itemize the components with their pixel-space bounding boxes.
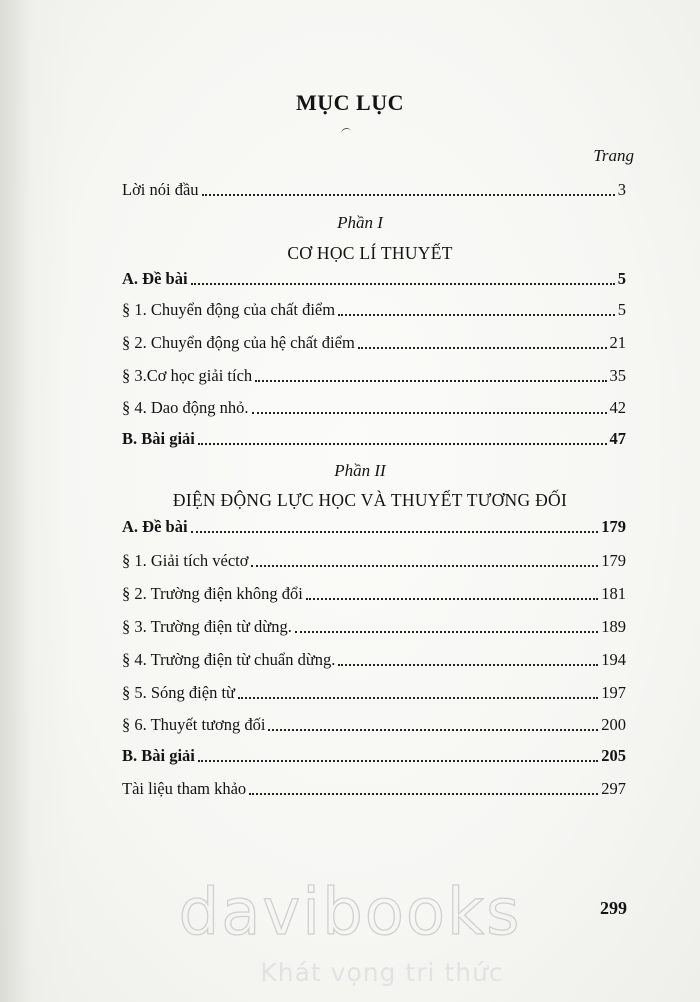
toc-entry-label: § 4. Dao động nhỏ. (122, 398, 249, 417)
part-title-1: CƠ HỌC LÍ THUYẾT (287, 243, 453, 263)
toc-entry-page: 179 (601, 517, 626, 536)
toc-entry-label: § 2. Chuyển động của hệ chất điểm (122, 333, 355, 352)
leader-dots (295, 617, 598, 633)
toc-entry-part1-solutions[interactable] (122, 429, 626, 453)
leader-dots (202, 180, 615, 196)
toc-entry-page: 194 (601, 650, 626, 669)
toc-entry-foreword[interactable] (122, 180, 626, 204)
toc-entry-label: Tài liệu tham khảo (122, 779, 247, 798)
toc-entry-page: 47 (609, 429, 626, 448)
leader-dots (358, 333, 607, 349)
toc-entry-label: B. Bài giải (122, 746, 195, 765)
leader-dots (268, 715, 598, 731)
leader-dots (338, 650, 598, 666)
toc-entry-page: 297 (601, 779, 626, 798)
toc-entry-section-2[interactable] (122, 333, 626, 357)
toc-entry-section-1[interactable] (122, 300, 626, 324)
toc-entry-page: 21 (609, 333, 626, 352)
toc-entry-section-1b[interactable] (122, 551, 626, 575)
toc-entry-label: § 5. Sóng điện từ (122, 683, 235, 702)
toc-entry-page: 5 (617, 269, 626, 288)
toc-entry-part1-problems[interactable] (122, 269, 626, 293)
toc-entry-label: § 2. Trường điện không đổi (122, 584, 303, 603)
toc-entry-section-3b[interactable] (122, 617, 626, 641)
watermark-slogan: Khát vọng tri thức (260, 958, 504, 987)
toc-entry-section-4b[interactable] (122, 650, 626, 674)
leader-dots (238, 683, 598, 699)
leader-dots (198, 746, 598, 762)
leader-dots (198, 429, 607, 445)
toc-entry-page: 205 (601, 746, 626, 765)
toc-entry-label: Lời nói đầu (122, 180, 199, 199)
leader-dots (252, 398, 607, 414)
toc-entry-section-5b[interactable] (122, 683, 626, 707)
part-label-2: Phần II (334, 461, 386, 480)
toc-entry-page: 189 (601, 617, 626, 636)
toc-entry-section-3[interactable] (122, 366, 626, 390)
decorative-mark (340, 127, 351, 136)
part-label-1: Phần I (337, 213, 383, 232)
page-column-header: Trang (593, 146, 634, 165)
toc-entry-page: 200 (601, 715, 626, 734)
toc-entry-label: § 4. Trường điện từ chuẩn dừng. (122, 650, 336, 669)
part-title-2: ĐIỆN ĐỘNG LỰC HỌC VÀ THUYẾT TƯƠNG ĐỐI (172, 490, 568, 510)
toc-entry-label: § 3. Trường điện từ dừng. (122, 617, 292, 636)
toc-entry-label: § 1. Chuyển động của chất điểm (122, 300, 336, 319)
leader-dots (255, 366, 606, 382)
toc-entry-page: 3 (617, 180, 626, 199)
leader-dots (251, 551, 598, 567)
leader-dots (191, 269, 615, 285)
toc-entry-page: 35 (609, 366, 626, 385)
watermark-logo: davibooks (178, 876, 522, 950)
toc-entry-label: B. Bài giải (122, 429, 195, 448)
toc-entry-label: § 6. Thuyết tương đối (122, 715, 266, 734)
toc-entry-page: 5 (617, 300, 626, 319)
toc-entry-part2-problems[interactable] (122, 517, 626, 541)
toc-entry-label: § 1. Giải tích véctơ (122, 551, 249, 570)
toc-entry-page: 42 (609, 398, 626, 417)
toc-entry-section-6b[interactable] (122, 715, 626, 739)
page-number: 299 (600, 898, 627, 918)
toc-entry-part2-solutions[interactable] (122, 746, 626, 770)
toc-entry-label: § 3.Cơ học giải tích (122, 366, 253, 385)
leader-dots (338, 300, 615, 316)
leader-dots (306, 584, 598, 600)
toc-entry-label: A. Đề bài (122, 269, 188, 288)
toc-entry-page: 179 (601, 551, 626, 570)
leader-dots (191, 517, 599, 533)
toc-entry-references[interactable] (122, 779, 626, 803)
toc-entry-section-4[interactable] (122, 398, 626, 422)
toc-entry-label: A. Đề bài (122, 517, 188, 536)
toc-entry-page: 181 (601, 584, 626, 603)
toc-entry-page: 197 (601, 683, 626, 702)
leader-dots (249, 779, 598, 795)
toc-title: MỤC LỤC (296, 90, 404, 115)
toc-entry-section-2b[interactable] (122, 584, 626, 608)
